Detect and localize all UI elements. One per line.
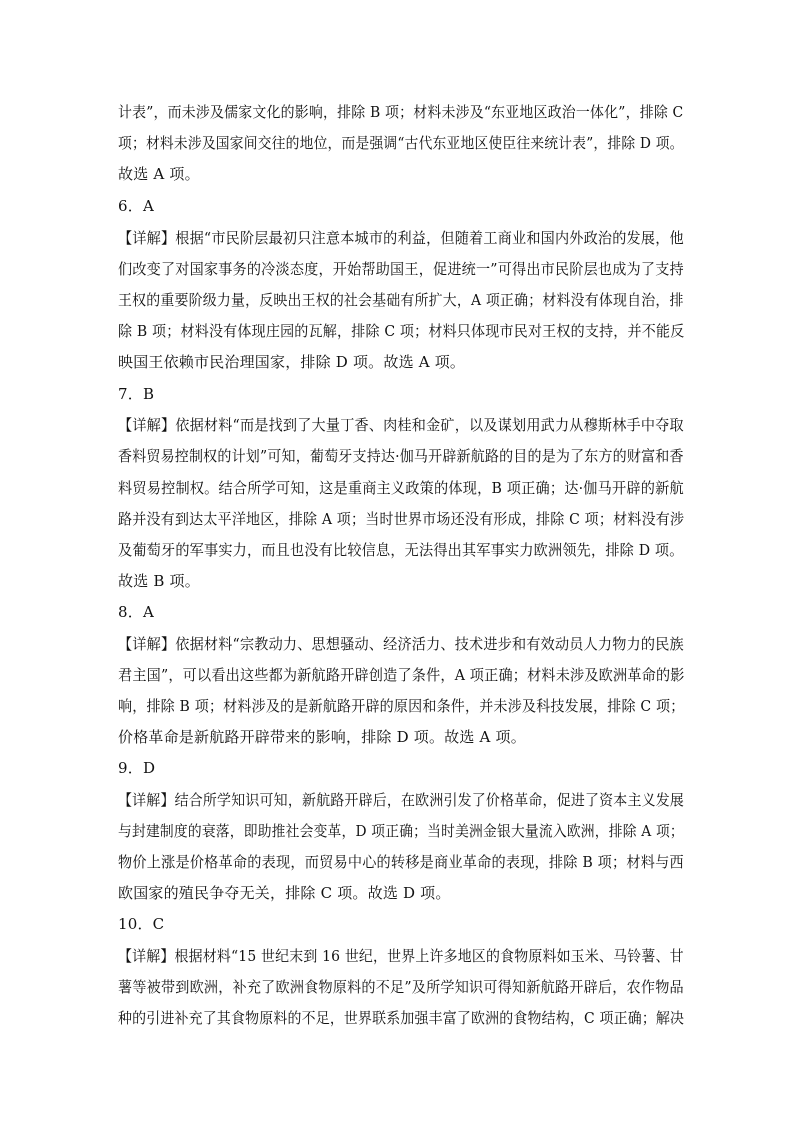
question-number: 6．A	[118, 197, 154, 215]
text-line: 项；材料未涉及国家间交往的地位，而是强调“古代东亚地区使臣往来统计表”，排除 D 项。	[118, 134, 684, 152]
text-line: 欧国家的殖民争夺无关，排除 C 项。故选 D 项。	[118, 884, 451, 902]
text-line: 映国王依赖市民治理国家，排除 D 项。故选 A 项。	[118, 353, 466, 371]
text-line: 【详解】根据材料“15 世纪末到 16 世纪，世界上许多地区的食物原料如玉米、马铃薯、甘	[118, 947, 684, 965]
text-line: 故选 B 项。	[118, 572, 200, 590]
text-line: 香料贸易控制权的计划”可知，葡萄牙支持达·伽马开辟新航路的目的是为了东方的财富和香	[118, 447, 684, 465]
text-line: 种的引进补充了其食物原料的不足，世界联系加强丰富了欧洲的食物结构，C 项正确；解决	[118, 1009, 685, 1027]
text-line: 薯等被带到欧洲，补充了欧洲食物原料的不足”及所学知识可得知新航路开辟后，农作物品	[118, 978, 684, 996]
text-line: 【详解】结合所学知识可知，新航路开辟后，在欧洲引发了价格革命，促进了资本主义发展	[118, 791, 685, 809]
text-line: 【详解】依据材料“而是找到了大量丁香、肉桂和金矿，以及谋划用武力从穆斯林手中夺取	[118, 416, 684, 434]
question-number: 7．B	[118, 385, 155, 403]
text-line: 王权的重要阶级力量，反映出王权的社会基础有所扩大，A 项正确；材料没有体现自治，排	[118, 291, 684, 309]
question-number: 8．A	[118, 603, 154, 621]
text-line: 君主国”，可以看出这些都为新航路开辟创造了条件，A 项正确；材料未涉及欧洲革命的影	[118, 666, 685, 684]
text-line: 物价上涨是价格革命的表现，而贸易中心的转移是商业革命的表现，排除 B 项；材料与西	[118, 853, 684, 871]
text-line: 料贸易控制权。结合所学可知，这是重商主义政策的体现，B 项正确；达·伽马开辟的新航	[118, 479, 684, 497]
text-line: 计表”，而未涉及儒家文化的影响，排除 B 项；材料未涉及“东亚地区政治一体化”，排除 C	[118, 103, 684, 121]
question-number: 9．D	[118, 759, 156, 777]
question-number: 10．C	[118, 915, 165, 933]
text-line: 响，排除 B 项；材料涉及的是新航路开辟的原因和条件，并未涉及科技发展，排除 C 项；	[118, 697, 685, 715]
text-line: 【详解】根据“市民阶层最初只注意本城市的利益，但随着工商业和国内外政治的发展，他	[118, 229, 684, 247]
text-line: 及葡萄牙的军事实力，而且也没有比较信息，无法得出其军事实力欧洲领先，排除 D 项。	[118, 541, 684, 559]
text-line: 价格革命是新航路开辟带来的影响，排除 D 项。故选 A 项。	[118, 728, 526, 746]
text-line: 们改变了对国家事务的冷淡态度，开始帮助国王，促进统一”可得出市民阶层也成为了支持	[118, 260, 684, 278]
text-line: 与封建制度的衰落，即助推社会变革，D 项正确；当时美洲金银大量流入欧洲，排除 A 项；	[118, 822, 684, 840]
text-line: 【详解】依据材料“宗教动力、思想骚动、经济活力、技术进步和有效动员人力物力的民族	[118, 635, 684, 653]
text-line: 路并没有到达太平洋地区，排除 A 项；当时世界市场还没有形成，排除 C 项；材料没有涉	[118, 510, 685, 528]
text-line: 故选 A 项。	[118, 165, 200, 183]
text-line: 除 B 项；材料没有体现庄园的瓦解，排除 C 项；材料只体现市民对王权的支持，并不能反	[118, 322, 685, 340]
